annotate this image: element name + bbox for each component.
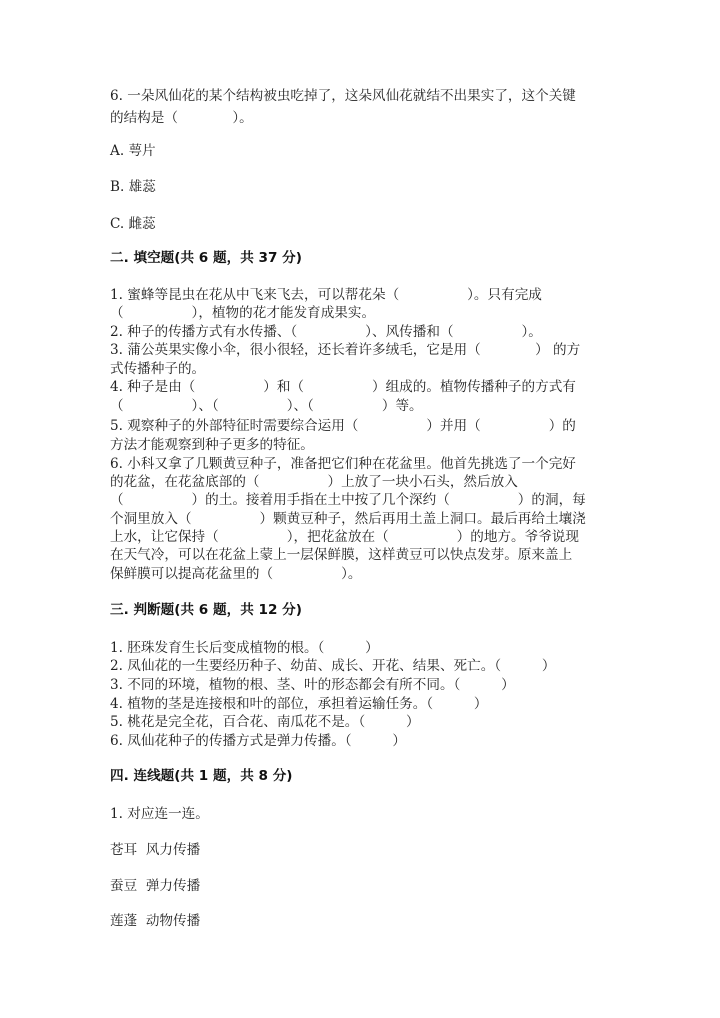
- true-false-item: 4. 植物的茎是连接根和叶的部位，承担着运输任务。（ ）: [110, 696, 488, 712]
- fill-blank-line: 上水，让它保持（ ），把花盆放在（ ）的地方。爷爷说现: [110, 529, 579, 545]
- question-text: 的结构是（ ）。: [110, 110, 253, 126]
- true-false-item: 1. 胚珠发育生长后变成植物的根。（ ）: [110, 640, 379, 656]
- section-heading: 三. 判断题(共 6 题，共 12 分): [110, 602, 302, 618]
- matching-pair: 苍耳 风力传播: [110, 842, 201, 858]
- true-false-item: 2. 凤仙花的一生要经历种子、幼苗、成长、开花、结果、死亡。（ ）: [110, 658, 556, 674]
- fill-blank-line: 方法才能观察到种子更多的特征。: [110, 437, 314, 453]
- fill-blank-line: （ ）、（ ）、（ ）等。: [110, 398, 423, 414]
- fill-blank-line: 个洞里放入（ ）颗黄豆种子，然后再用土盖上洞口。最后再给土壤浇: [110, 511, 586, 527]
- question-text: 6. 一朵风仙花的某个结构被虫吃掉了，这朵风仙花就结不出果实了，这个关键: [110, 88, 576, 104]
- true-false-item: 6. 凤仙花种子的传播方式是弹力传播。（ ）: [110, 733, 406, 749]
- fill-blank-line: 在天气冷，可以在花盆上蒙上一层保鲜膜，这样黄豆可以快点发芽。原来盖上: [110, 547, 573, 563]
- answer-option: C. 雌蕊: [110, 216, 156, 232]
- fill-blank-line: 1. 蜜蜂等昆虫在花从中飞来飞去，可以帮花朵（ ）。只有完成: [110, 287, 542, 303]
- answer-option: A. 萼片: [110, 143, 156, 159]
- true-false-item: 5. 桃花是完全花，百合花、南瓜花不是。（ ）: [110, 714, 420, 730]
- fill-blank-line: 保鲜膜可以提高花盆里的（ ）。: [110, 566, 362, 582]
- matching-pair: 蚕豆 弹力传播: [110, 878, 201, 894]
- fill-blank-line: （ ），植物的花才能发育成果实。: [110, 305, 376, 321]
- true-false-item: 3. 不同的环境，植物的根、茎、叶的形态都会有所不同。（ ）: [110, 677, 515, 693]
- question-text: 1. 对应连一连。: [110, 806, 209, 822]
- section-heading: 四. 连线题(共 1 题，共 8 分): [110, 768, 293, 784]
- fill-blank-line: 式传播种子的。: [110, 361, 206, 377]
- answer-option: B. 雄蕊: [110, 179, 156, 195]
- matching-pair: 莲蓬 动物传播: [110, 913, 201, 929]
- fill-blank-line: 2. 种子的传播方式有水传播、（ ）、风传播和（ ）。: [110, 324, 542, 340]
- fill-blank-line: 3. 蒲公英果实像小伞，很小很轻，还长着许多绒毛，它是用（ ） 的方: [110, 342, 581, 358]
- fill-blank-line: 的花盆，在花盆底部的（ ）上放了一块小石头，然后放入: [110, 474, 518, 490]
- section-heading: 二. 填空题(共 6 题，共 37 分): [110, 250, 302, 266]
- fill-blank-line: （ ）的土。接着用手指在土中按了几个深约（ ）的洞，每: [110, 492, 586, 508]
- fill-blank-line: 5. 观察种子的外部特征时需要综合运用（ ）并用（ ）的: [110, 418, 576, 434]
- fill-blank-line: 4. 种子是由（ ）和（ ）组成的。植物传播种子的方式有: [110, 379, 576, 395]
- fill-blank-line: 6. 小科又拿了几颗黄豆种子，准备把它们种在花盆里。他首先挑选了一个完好: [110, 456, 576, 472]
